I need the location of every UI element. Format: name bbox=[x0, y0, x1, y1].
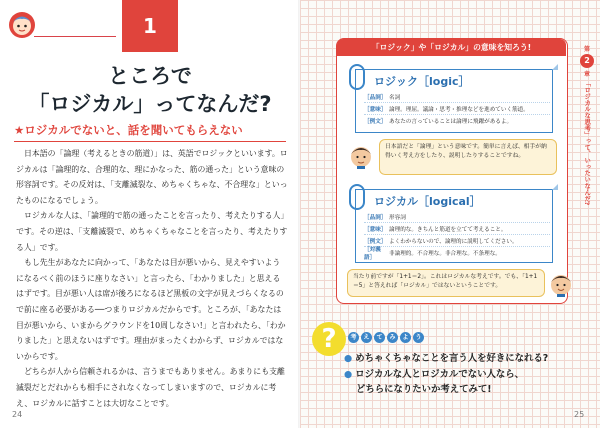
row-value: 形容詞 bbox=[389, 214, 406, 221]
mascot-divider bbox=[34, 36, 116, 37]
think-char: て bbox=[374, 332, 385, 343]
row-tag: ［意味］ bbox=[364, 226, 387, 233]
speech-bubble: 当たり前ですが「1+1＝2」。これはロジカルな考えです。でも、「1+1＝5」と答えれば「ロジカル」ではないということです。 bbox=[347, 269, 545, 297]
question-2 bbox=[344, 366, 524, 380]
paragraph: もし先生があなたに向かって、「あなたは目が悪いから、見えやすいようになるべく前のほうに座りなさい」と言ったら、「わかりました」と思えるはずです。目が悪い人は席が後ろになるほど黒板の文字が見えづらくなるので前に座る必要がある──つまりロジカルだからです。ところが、「あなたは目が悪いから、いまからグラウンドを10周しなさい!」と言われたら、「わかりました」と思えないはずです。理由がまったくわからず、ロジカルではないからです。 bbox=[16, 258, 286, 361]
mascot-icon bbox=[8, 10, 36, 40]
logical-title: ロジカル［logical］ bbox=[374, 195, 481, 208]
body-text bbox=[16, 146, 288, 411]
think-char: み bbox=[387, 332, 398, 343]
row-tag: ［対義語］ bbox=[364, 247, 381, 261]
card-header: 「ロジック」や「ロジカル」の意味を知ろう! bbox=[337, 39, 566, 56]
row-value: あなたの言っていることは論理に飛躍があるよ。 bbox=[389, 119, 513, 125]
clip-icon bbox=[349, 64, 365, 90]
logic-definition-box bbox=[355, 69, 553, 133]
row-value: よくわからないので、論理的に説明してください。 bbox=[389, 238, 518, 245]
clip-icon bbox=[349, 184, 365, 210]
side-tab-title: 「ロジカルな思考」って、いったいなんだ? bbox=[583, 80, 592, 206]
row-tag: ［品詞］ bbox=[364, 214, 387, 221]
paragraph: ロジカルな人は、「論理的で筋の通ったことを言ったり、考えたりする人」です。その逆は、「支離滅裂で、めちゃくちゃなことを言ったり、考えたりする人」です。 bbox=[16, 211, 288, 252]
paragraph: どちらが人から信頼されるかは、言うまでもありません。あまりにも支離滅裂だとだれからも相手にされなくなってしまいますので、ロジカルに考え、ロジカルに話すことは大切なことです。 bbox=[16, 367, 285, 408]
question-1-text: めちゃくちゃなことを言う人を好きになれる? bbox=[355, 353, 549, 364]
page-number-left: 24 bbox=[12, 410, 23, 419]
page-number-right: 25 bbox=[574, 410, 585, 419]
think-char: え bbox=[361, 332, 372, 343]
definition-row bbox=[364, 91, 550, 103]
bullet-icon: ● bbox=[344, 353, 353, 364]
row-value: 論理。理屈。議論・思考・推理などを進めていく筋道。 bbox=[389, 106, 529, 113]
row-tag: ［意味］ bbox=[364, 106, 387, 113]
definition-row bbox=[364, 103, 550, 115]
paragraph: 日本語の「論理（考えるときの筋道）」は、英語でロジックといいます。ロジカルは「論理的な、合理的な、理にかなった、筋の通った」という意味の形容詞です。その反対は、「支離滅裂な、めちゃくちゃな、不合理な」といったものになるでしょう。 bbox=[16, 149, 288, 205]
definition-row bbox=[364, 211, 550, 223]
side-tab-prefix: 第 bbox=[583, 46, 590, 53]
row-tag: ［例文］ bbox=[364, 119, 387, 125]
row-value: 論理的な。きちんと筋道を立てて考えること。 bbox=[389, 226, 507, 233]
definition-card bbox=[336, 38, 568, 304]
row-value: 名詞 bbox=[389, 94, 401, 101]
logic-rows bbox=[364, 91, 550, 127]
logical-definition-box bbox=[355, 189, 553, 263]
definition-row bbox=[364, 223, 550, 235]
question-2-text: ロジカルな人とロジカルでない人なら、 bbox=[355, 369, 524, 380]
question-1 bbox=[344, 350, 548, 364]
chapter-side-tab bbox=[580, 44, 594, 205]
logical-rows bbox=[364, 211, 550, 259]
question-2-continued: どちらになりたいか考えてみて! bbox=[356, 384, 492, 395]
side-tab-suffix: 章 bbox=[583, 71, 590, 78]
bullet-icon: ● bbox=[344, 369, 353, 380]
think-char: 考 bbox=[348, 332, 359, 343]
row-value: 非論理的。不合理な。非合理な。不条理な。 bbox=[389, 251, 501, 257]
row-tag: ［例文］ bbox=[364, 238, 387, 245]
definition-row bbox=[364, 235, 550, 247]
logic-title: ロジック［logic］ bbox=[374, 75, 470, 88]
right-page bbox=[300, 0, 600, 428]
definition-row bbox=[364, 115, 550, 127]
section-subheading: ★ロジカルでないと、話を聞いてもらえない bbox=[14, 122, 286, 142]
speech-bubble: 日本語だと「論理」という意味です。簡単に言えば、相手が納得いく考え方をしたり、説明したりすることですね。 bbox=[379, 139, 557, 175]
think-char: う bbox=[413, 332, 424, 343]
row-tag: ［品詞］ bbox=[364, 94, 387, 101]
think-char: よ bbox=[400, 332, 411, 343]
page-title-line2: 「ロジカル」ってなんだ? bbox=[28, 92, 272, 116]
chapter-number: 1 bbox=[122, 0, 178, 52]
side-tab-number: 2 bbox=[580, 54, 594, 68]
page-title-line1: ところで bbox=[108, 64, 192, 88]
think-label bbox=[348, 332, 424, 343]
definition-row bbox=[364, 247, 550, 259]
question-mark-icon: ? bbox=[312, 322, 346, 356]
teacher-face-icon bbox=[549, 271, 573, 297]
teacher-face-icon bbox=[349, 143, 373, 169]
